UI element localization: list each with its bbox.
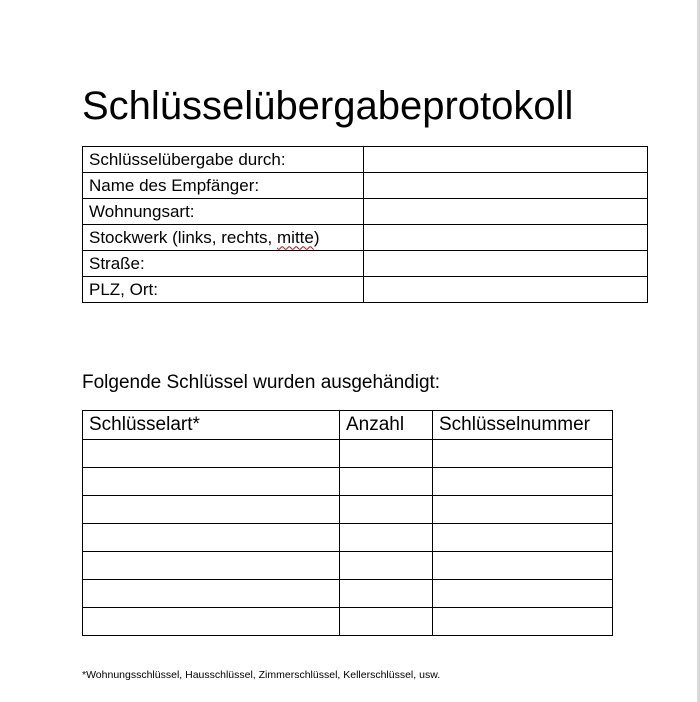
info-value-cell[interactable] bbox=[364, 147, 648, 173]
key-type-cell[interactable] bbox=[83, 524, 340, 552]
column-header-key-number: Schlüsselnummer bbox=[433, 411, 613, 440]
table-row bbox=[83, 580, 613, 608]
count-cell[interactable] bbox=[340, 440, 433, 468]
key-type-cell[interactable] bbox=[83, 580, 340, 608]
info-row-floor bbox=[83, 225, 648, 251]
key-number-cell[interactable] bbox=[433, 524, 613, 552]
count-cell[interactable] bbox=[340, 524, 433, 552]
table-row bbox=[83, 524, 613, 552]
key-number-cell[interactable] bbox=[433, 440, 613, 468]
info-label: PLZ, Ort: bbox=[83, 277, 364, 303]
info-value-cell[interactable] bbox=[364, 225, 648, 251]
key-type-cell[interactable] bbox=[83, 468, 340, 496]
info-row-street bbox=[83, 251, 648, 277]
column-header-count: Anzahl bbox=[340, 411, 433, 440]
info-label: Straße: bbox=[83, 251, 364, 277]
count-cell[interactable] bbox=[340, 608, 433, 636]
info-value-cell[interactable] bbox=[364, 251, 648, 277]
info-value-cell[interactable] bbox=[364, 199, 648, 225]
column-header-key-type: Schlüsselart* bbox=[83, 411, 340, 440]
info-row-handover-by bbox=[83, 147, 648, 173]
key-number-cell[interactable] bbox=[433, 496, 613, 524]
key-type-cell[interactable] bbox=[83, 496, 340, 524]
key-type-cell[interactable] bbox=[83, 552, 340, 580]
count-cell[interactable] bbox=[340, 580, 433, 608]
table-row bbox=[83, 468, 613, 496]
keys-table bbox=[82, 410, 613, 636]
table-row bbox=[83, 440, 613, 468]
spellcheck-marked-word: mitte bbox=[277, 227, 314, 247]
info-row-recipient-name bbox=[83, 173, 648, 199]
info-label bbox=[83, 225, 364, 251]
handover-info-table bbox=[82, 146, 648, 303]
info-label-prefix: Stockwerk (links, rechts, bbox=[89, 227, 277, 247]
keys-heading: Folgende Schlüssel wurden ausgehändigt: bbox=[82, 372, 441, 393]
key-number-cell[interactable] bbox=[433, 608, 613, 636]
info-label: Schlüsselübergabe durch: bbox=[83, 147, 364, 173]
info-value-cell[interactable] bbox=[364, 277, 648, 303]
table-row bbox=[83, 552, 613, 580]
table-row bbox=[83, 608, 613, 636]
key-type-cell[interactable] bbox=[83, 608, 340, 636]
footnote: *Wohnungsschlüssel, Hausschlüssel, Zimmerschlüssel, Kellerschlüssel, usw. bbox=[82, 669, 441, 681]
count-cell[interactable] bbox=[340, 496, 433, 524]
key-number-cell[interactable] bbox=[433, 580, 613, 608]
key-number-cell[interactable] bbox=[433, 468, 613, 496]
keys-table-header bbox=[83, 411, 613, 440]
info-label: Name des Empfänger: bbox=[83, 173, 364, 199]
info-row-zip-city bbox=[83, 277, 648, 303]
document-title: Schlüsselübergabeprotokoll bbox=[82, 84, 574, 128]
info-label-suffix: ) bbox=[313, 227, 320, 247]
info-row-apartment-type bbox=[83, 199, 648, 225]
count-cell[interactable] bbox=[340, 468, 433, 496]
key-number-cell[interactable] bbox=[433, 552, 613, 580]
count-cell[interactable] bbox=[340, 552, 433, 580]
table-row bbox=[83, 496, 613, 524]
key-type-cell[interactable] bbox=[83, 440, 340, 468]
info-label: Wohnungsart: bbox=[83, 199, 364, 225]
info-value-cell[interactable] bbox=[364, 173, 648, 199]
